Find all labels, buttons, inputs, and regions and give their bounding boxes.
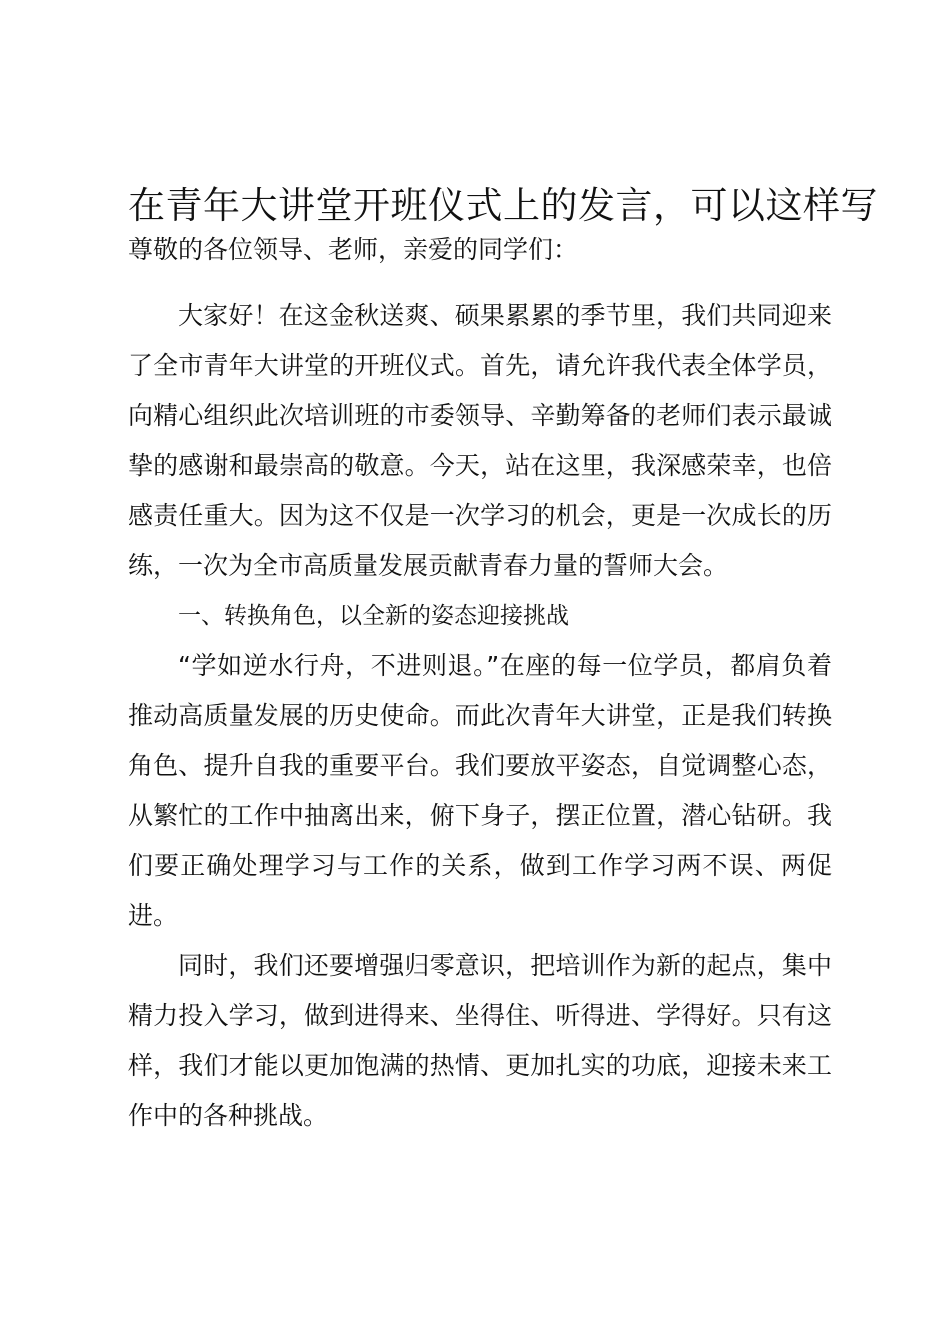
salutation: 尊敬的各位领导、老师，亲爱的同学们：	[128, 235, 579, 264]
document-page	[128, 178, 878, 1141]
paragraph-opening: 大家好！在这金秋送爽、硕果累累的季节里，我们共同迎来了全市青年大讲堂的开班仪式。首先，请允许我代表全体学员，向精心组织此次培训班的市委领导、辛勤筹备的老师们表示最诚挚的感谢和最崇高的敬意。今天，站在这里，我深感荣幸，也倍感责任重大。因为这不仅是一次学习的机会，更是一次成长的历练，一次为全市高质量发展贡献青春力量的誓师大会。	[128, 301, 832, 580]
paragraph-zero-mindset: 同时，我们还要增强归零意识，把培训作为新的起点，集中精力投入学习，做到进得来、坐得住、听得进、学得好。只有这样，我们才能以更加饱满的热情、更加扎实的功底，迎接未来工作中的各种挑战。	[128, 951, 832, 1130]
document-title: 在青年大讲堂开班仪式上的发言，可以这样写	[128, 184, 878, 227]
paragraph-role-change: “学如逆水行舟，不进则退。”在座的每一位学员，都肩负着推动高质量发展的历史使命。而此次青年大讲堂，正是我们转换角色、提升自我的重要平台。我们要放平姿态，自觉调整心态，从繁忙的工作中抽离出来，俯下身子，摆正位置，潜心钻研。我们要正确处理学习与工作的关系，做到工作学习两不误、两促进。	[128, 651, 832, 930]
section-heading: 一、转换角色，以全新的姿态迎接挑战	[178, 603, 569, 629]
